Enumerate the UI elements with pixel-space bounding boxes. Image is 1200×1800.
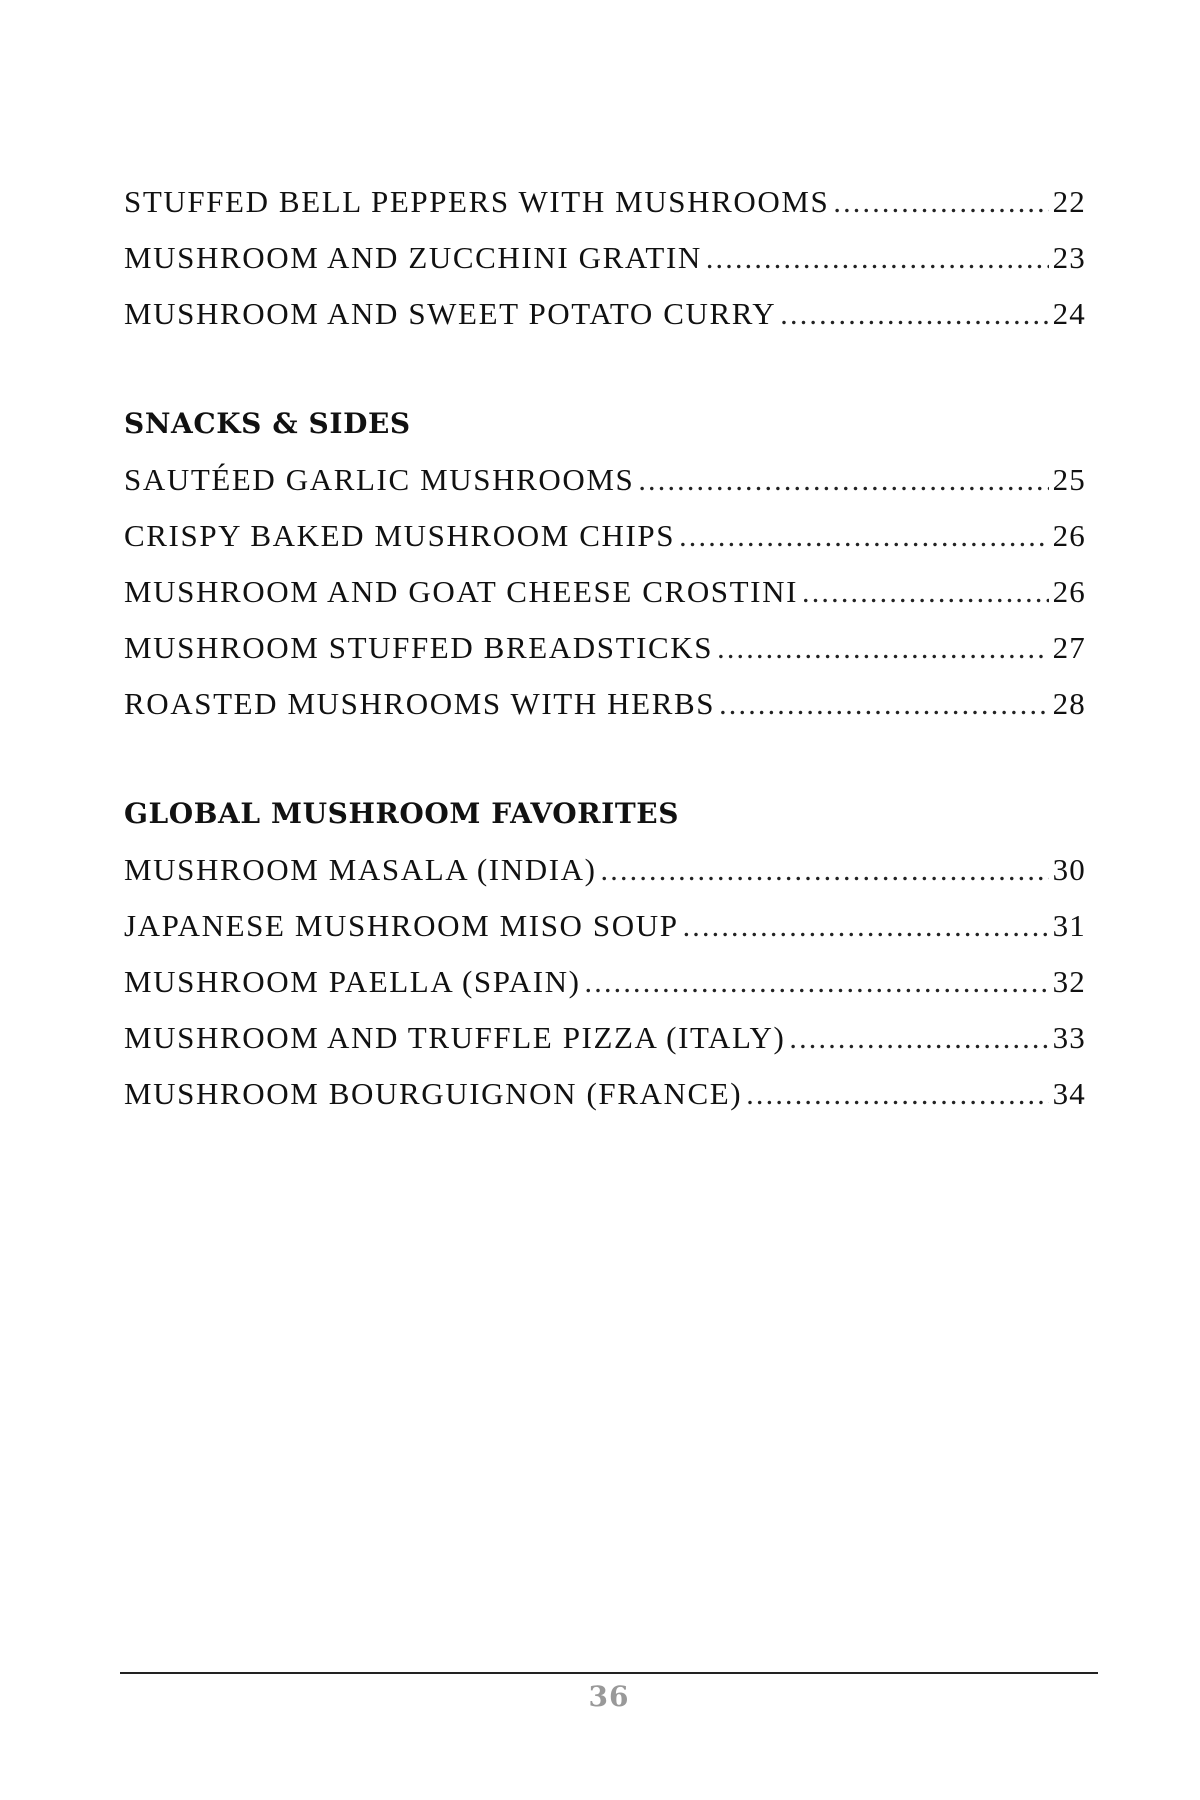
toc-entry-page: 27 <box>1052 630 1086 665</box>
toc-entry-title: MUSHROOM MASALA (INDIA) <box>124 852 597 887</box>
page-number: 36 <box>588 1680 630 1713</box>
toc-section-snacks-sides <box>124 396 1086 732</box>
footer-divider <box>120 1672 1098 1674</box>
toc-entry-page: 34 <box>1052 1076 1086 1111</box>
toc-entry-title: MUSHROOM PAELLA (SPAIN) <box>124 964 581 999</box>
toc-entry[interactable] <box>124 620 1086 676</box>
dot-leader <box>683 899 1049 955</box>
toc-entry[interactable] <box>124 508 1086 564</box>
toc-entry-title: MUSHROOM BOURGUIGNON (FRANCE) <box>124 1076 743 1111</box>
toc-entry-page: 28 <box>1052 686 1086 721</box>
toc-entry-page: 30 <box>1052 852 1086 887</box>
toc-entry-page: 32 <box>1052 964 1086 999</box>
dot-leader <box>746 1067 1048 1123</box>
toc-entry-page: 25 <box>1052 462 1086 497</box>
dot-leader <box>601 843 1049 899</box>
toc-entry-title: MUSHROOM AND GOAT CHEESE CROSTINI <box>124 574 799 609</box>
section-heading: GLOBAL MUSHROOM FAVORITES <box>124 797 680 830</box>
toc-section-global-favorites <box>124 786 1086 1122</box>
toc-entry-page: 31 <box>1052 908 1086 943</box>
toc-entry[interactable] <box>124 452 1086 508</box>
toc-entry-title: STUFFED BELL PEPPERS WITH MUSHROOMS <box>124 184 830 219</box>
toc-entry-title: JAPANESE MUSHROOM MISO SOUP <box>124 908 679 943</box>
toc-entry[interactable] <box>124 1066 1086 1122</box>
toc-entry[interactable] <box>124 564 1086 620</box>
toc-entry[interactable] <box>124 842 1086 898</box>
toc-entry-page: 26 <box>1052 574 1086 609</box>
toc-entry[interactable] <box>124 174 1086 230</box>
toc-entry[interactable] <box>124 898 1086 954</box>
toc-entry-page: 23 <box>1052 240 1086 275</box>
toc-entry[interactable] <box>124 286 1086 342</box>
toc-section-continued <box>124 174 1086 342</box>
dot-leader <box>706 231 1049 287</box>
toc-entry-title: MUSHROOM AND TRUFFLE PIZZA (ITALY) <box>124 1020 786 1055</box>
toc-entry-page: 33 <box>1052 1020 1086 1055</box>
toc-entry[interactable] <box>124 954 1086 1010</box>
dot-leader <box>833 175 1048 231</box>
dot-leader <box>585 955 1049 1011</box>
toc-entry-page: 26 <box>1052 518 1086 553</box>
toc-entry-page: 22 <box>1052 184 1086 219</box>
toc-entry-title: MUSHROOM AND ZUCCHINI GRATIN <box>124 240 702 275</box>
dot-leader <box>719 677 1048 733</box>
toc-entry-title: MUSHROOM AND SWEET POTATO CURRY <box>124 296 777 331</box>
toc-entry[interactable] <box>124 676 1086 732</box>
toc-entry-title: SAUTÉED GARLIC MUSHROOMS <box>124 462 635 497</box>
dot-leader <box>679 509 1049 565</box>
dot-leader <box>717 621 1048 677</box>
toc-entry-title: CRISPY BAKED MUSHROOM CHIPS <box>124 518 676 553</box>
toc-entry[interactable] <box>124 1010 1086 1066</box>
toc-entry[interactable] <box>124 230 1086 286</box>
dot-leader <box>789 1011 1048 1067</box>
dot-leader <box>638 453 1048 509</box>
toc-entry-page: 24 <box>1052 296 1086 331</box>
toc-entry-title: MUSHROOM STUFFED BREADSTICKS <box>124 630 714 665</box>
toc-entry-title: ROASTED MUSHROOMS WITH HERBS <box>124 686 716 721</box>
section-heading: SNACKS & SIDES <box>124 407 411 440</box>
table-of-contents <box>124 174 1086 1122</box>
dot-leader <box>802 565 1049 621</box>
dot-leader <box>780 287 1048 343</box>
